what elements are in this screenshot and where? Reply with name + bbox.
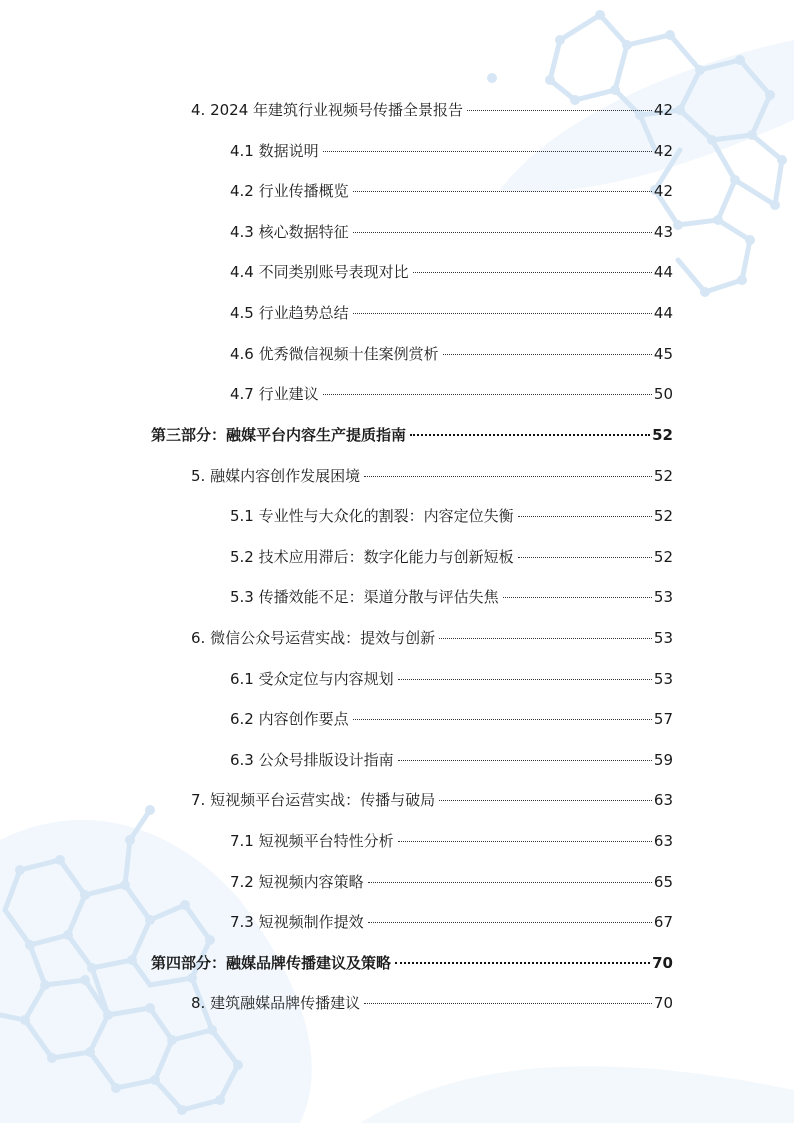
dot-leader — [353, 232, 652, 233]
dot-leader — [323, 151, 652, 152]
toc-title: 7.2 短视频内容策略 — [230, 873, 364, 891]
toc-page-number: 53 — [653, 588, 673, 606]
dot-leader — [364, 476, 652, 477]
toc-entry-chapter-5[interactable] — [191, 466, 673, 486]
toc-page-number: 63 — [653, 832, 673, 850]
toc-page-number: 52 — [653, 467, 673, 485]
dot-leader — [353, 191, 652, 192]
toc-page-number: 42 — [653, 182, 673, 200]
toc-page-number: 53 — [653, 629, 673, 647]
toc-page-number: 53 — [653, 670, 673, 688]
dot-leader — [518, 516, 652, 517]
dot-leader — [410, 434, 650, 436]
toc-title: 5.3 传播效能不足：渠道分散与评估失焦 — [230, 588, 499, 606]
toc-title: 4. 2024 年建筑行业视频号传播全景报告 — [191, 101, 464, 119]
toc-page-number: 67 — [653, 913, 673, 931]
toc-title: 4.7 行业建议 — [230, 385, 319, 403]
dot-leader — [443, 354, 652, 355]
dot-leader — [398, 760, 652, 761]
toc-entry-4-7[interactable] — [230, 384, 673, 404]
dot-leader — [413, 272, 652, 273]
dot-leader — [439, 638, 652, 639]
dot-leader — [395, 962, 650, 964]
toc-title: 4.6 优秀微信视频十佳案例赏析 — [230, 345, 439, 363]
toc-entry-7-3[interactable] — [230, 912, 673, 932]
toc-title: 4.4 不同类别账号表现对比 — [230, 263, 409, 281]
dot-leader — [364, 1003, 652, 1004]
toc-title: 4.2 行业传播概览 — [230, 182, 349, 200]
dot-leader — [353, 313, 652, 314]
toc-title: 6.2 内容创作要点 — [230, 710, 349, 728]
toc-entry-4-5[interactable] — [230, 303, 673, 323]
toc-title: 4.1 数据说明 — [230, 142, 319, 160]
toc-entry-6-2[interactable] — [230, 709, 673, 729]
toc-title: 5.1 专业性与大众化的割裂：内容定位失衡 — [230, 507, 514, 525]
toc-title: 6. 微信公众号运营实战：提效与创新 — [191, 629, 436, 647]
dot-leader — [439, 800, 652, 801]
toc-entry-chapter-7[interactable] — [191, 790, 673, 810]
dot-leader — [503, 597, 652, 598]
dot-leader — [398, 841, 652, 842]
toc-title: 第三部分：融媒平台内容生产提质指南 — [151, 426, 407, 444]
dot-leader — [518, 557, 652, 558]
toc-entry-5-1[interactable] — [230, 506, 673, 526]
toc-page-number: 43 — [653, 223, 673, 241]
toc-page-number: 65 — [653, 873, 673, 891]
toc-page-number: 52 — [653, 507, 673, 525]
toc-title: 5.2 技术应用滞后：数字化能力与创新短板 — [230, 548, 514, 566]
dot-leader — [467, 110, 652, 111]
toc-page-number: 70 — [653, 994, 673, 1012]
dot-leader — [323, 394, 652, 395]
toc-page-number: 44 — [653, 304, 673, 322]
dot-leader — [398, 679, 652, 680]
toc-page-number: 50 — [653, 385, 673, 403]
toc-title: 6.3 公众号排版设计指南 — [230, 751, 394, 769]
toc-page-number: 45 — [653, 345, 673, 363]
toc-entry-part-4[interactable] — [151, 953, 673, 973]
toc-entry-chapter-4[interactable] — [191, 100, 673, 120]
toc-entry-4-1[interactable] — [230, 141, 673, 161]
toc-entry-4-3[interactable] — [230, 222, 673, 242]
toc-title: 4.5 行业趋势总结 — [230, 304, 349, 322]
dot-leader — [368, 882, 652, 883]
toc-page-number: 42 — [653, 142, 673, 160]
toc-entry-chapter-8[interactable] — [191, 993, 673, 1013]
toc-entry-7-1[interactable] — [230, 831, 673, 851]
toc-title: 第四部分：融媒品牌传播建议及策略 — [151, 954, 392, 972]
toc-title: 8. 建筑融媒品牌传播建议 — [191, 994, 361, 1012]
toc-entry-4-2[interactable] — [230, 181, 673, 201]
toc-entry-5-3[interactable] — [230, 587, 673, 607]
toc-entry-4-6[interactable] — [230, 344, 673, 364]
toc-page-number: 42 — [653, 101, 673, 119]
toc-page-number: 44 — [653, 263, 673, 281]
toc-page-number: 52 — [652, 426, 673, 444]
dot-leader — [368, 922, 652, 923]
toc-entry-5-2[interactable] — [230, 547, 673, 567]
toc-title: 5. 融媒内容创作发展困境 — [191, 467, 361, 485]
toc-entry-part-3[interactable] — [151, 425, 673, 445]
toc-page-number: 57 — [653, 710, 673, 728]
toc-entry-6-1[interactable] — [230, 669, 673, 689]
toc-page-number: 63 — [653, 791, 673, 809]
toc-title: 4.3 核心数据特征 — [230, 223, 349, 241]
toc-title: 7. 短视频平台运营实战：传播与破局 — [191, 791, 436, 809]
toc-entry-4-4[interactable] — [230, 262, 673, 282]
toc-entry-chapter-6[interactable] — [191, 628, 673, 648]
toc-title: 7.1 短视频平台特性分析 — [230, 832, 394, 850]
dot-leader — [353, 719, 652, 720]
toc-page-number: 70 — [652, 954, 673, 972]
toc-title: 6.1 受众定位与内容规划 — [230, 670, 394, 688]
toc-page-number: 52 — [653, 548, 673, 566]
toc-entry-7-2[interactable] — [230, 872, 673, 892]
toc-title: 7.3 短视频制作提效 — [230, 913, 364, 931]
toc-page-number: 59 — [653, 751, 673, 769]
toc-entry-6-3[interactable] — [230, 750, 673, 770]
